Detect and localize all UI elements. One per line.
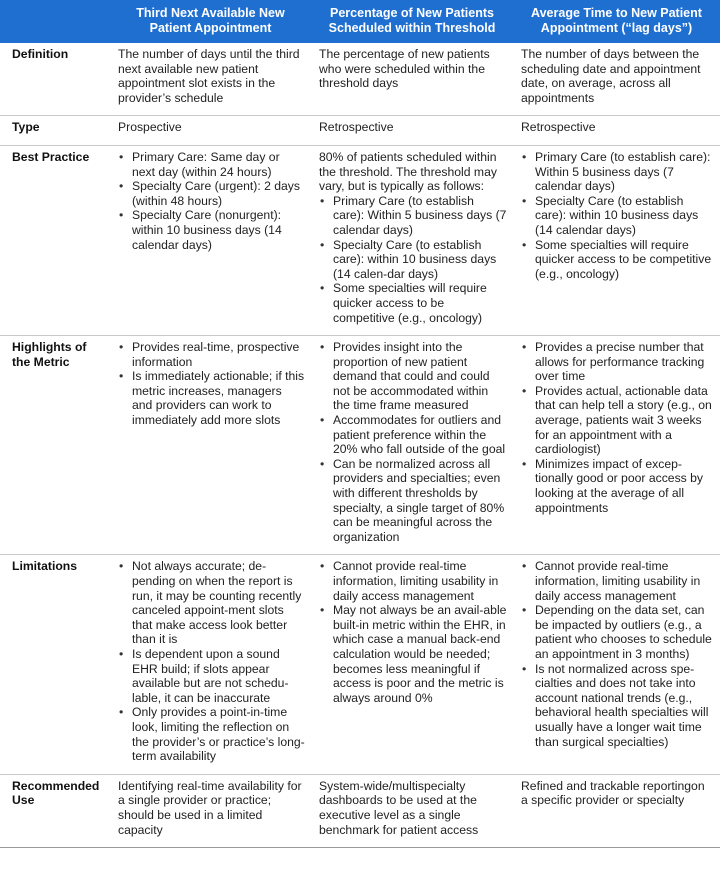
bullet-item: • Accommodates for outliers and patient preference within the 20% who fall outside of the goal — [319, 413, 507, 457]
limitations-percentage — [311, 555, 513, 774]
bullet-item: • Provides insight into the proportion of new patient demand that could and could not be accommodated within the time frame measured — [319, 340, 507, 413]
bullet-list — [319, 194, 507, 325]
table-row-recommended-use — [0, 774, 720, 847]
best-practice-third-next — [110, 145, 311, 335]
bullet-list — [118, 150, 305, 252]
bullet-item: • Provides a precise number that allows for performance tracking over time — [521, 340, 714, 384]
bullet-item: • Can be normalized across all providers and specialties; even with different thresholds by specialty, a single target of 80% can be meaningful across the organization — [319, 457, 507, 545]
bullet-item: • Not always accurate; de-pending on when the report is run, it may be counting recently canceled appoint-ment slots that make access look better than it is — [118, 559, 305, 647]
recommended-use-third-next: Identifying real-time availability for a single provider or practice; should be used in a limited capacity — [118, 778, 302, 837]
row-label-recommended-use: Recommended Use — [12, 778, 100, 808]
row-label-definition: Definition — [12, 47, 69, 61]
bullet-list — [118, 559, 305, 763]
definition-average: The number of days between the scheduling date and appointment date, on average, across all appointments — [521, 47, 701, 105]
bullet-item: • Primary Care (to establish care): Within 5 business days (7 calendar days) — [319, 194, 507, 238]
bullet-item: • Cannot provide real-time information, limiting usability in daily access management — [319, 559, 507, 603]
recommended-use-average: Refined and trackable reportingon a specific provider or specialty — [521, 778, 705, 808]
table-row-definition — [0, 42, 720, 116]
bullet-item: • Specialty Care (to establish care): within 10 business days (14 calendar days) — [521, 194, 714, 238]
row-label-limitations: Limitations — [12, 559, 78, 574]
bullet-item: • Is dependent upon a sound EHR build; if slots appear available but are not schedu-lable, it can be inaccurate — [118, 647, 305, 705]
bullet-item: • Depending on the data set, can be impacted by outliers (e.g., a patient who chooses to schedule an appointment in 3 months) — [521, 603, 714, 661]
table-row-highlights — [0, 336, 720, 555]
table-row-best-practice — [0, 145, 720, 335]
bullet-item: • Primary Care (to establish care): Within 5 business days (7 calendar days) — [521, 150, 714, 194]
bullet-item: • Primary Care: Same day or next day (within 24 hours) — [118, 150, 305, 179]
header-corner — [0, 0, 110, 42]
row-label-best-practice: Best Practice — [12, 149, 90, 164]
bullet-list — [319, 340, 507, 544]
bullet-item: • Only provides a point-in-time look, limiting the reflection on the provider’s or practice’s long-term availability — [118, 705, 305, 763]
best-practice-percentage — [311, 145, 513, 335]
bullet-item: • Cannot provide real-time information, limiting usability in daily access management — [521, 559, 714, 603]
bullet-list — [319, 559, 507, 705]
bullet-item: • Minimizes impact of excep-tionally good or poor access by looking at the average of all appointments — [521, 457, 714, 515]
definition-third-next: The number of days until the third next available new patient appointment slot exists in the provider’s schedule — [118, 47, 300, 105]
definition-percentage: The percentage of new patients who were scheduled within the threshold days — [319, 47, 490, 91]
best-practice-intro: 80% of patients scheduled within the threshold. The threshold may vary, but is typically as follows: — [319, 149, 497, 194]
bullet-item: • Provides real-time, prospective information — [118, 340, 305, 369]
bullet-list — [521, 150, 714, 281]
bullet-item: • May not always be an avail-able built-in metric within the EHR, in which case a manual back-end calculation would be needed; becomes less meaningful if access is poor and the metric is always around 0% — [319, 603, 507, 705]
highlights-average — [513, 336, 720, 555]
bullet-item: • Provides actual, actionable data that can help tell a story (e.g., on average, patients wait 3 weeks for an appointment with a cardiologist) — [521, 384, 714, 457]
bullet-item: • Specialty Care (nonurgent): within 10 business days (14 calendar days) — [118, 208, 305, 252]
table-row-type — [0, 116, 720, 146]
header-percentage-within-threshold: Percentage of New Patients Scheduled within Threshold — [311, 0, 513, 42]
limitations-average — [513, 555, 720, 774]
type-percentage: Retrospective — [319, 120, 394, 135]
bullet-item: • Is immediately actionable; if this metric increases, managers and providers can work to immediately add more slots — [118, 369, 305, 427]
table-row-limitations — [0, 555, 720, 774]
bullet-list — [521, 559, 714, 749]
bullet-list — [118, 340, 305, 428]
table-header — [0, 0, 720, 42]
row-label-highlights: Highlights of the Metric — [12, 340, 87, 369]
limitations-third-next — [110, 555, 311, 774]
header-third-next-available: Third Next Available New Patient Appointment — [110, 0, 311, 42]
highlights-percentage — [311, 336, 513, 555]
bullet-item: • Some specialties will require quicker access to be competitive (e.g., oncology) — [319, 281, 507, 325]
row-label-type: Type — [12, 120, 40, 135]
bullet-list — [521, 340, 714, 515]
best-practice-average — [513, 145, 720, 335]
bullet-item: • Specialty Care (to establish care): within 10 business days (14 calen-dar days) — [319, 238, 507, 282]
bullet-item: • Is not normalized across spe-cialties and does not take into account national trends (e.g., behavioral health specialties will usually have a longer wait time than surgical specialties) — [521, 662, 714, 750]
bullet-item: • Some specialties will require quicker access to be competitive (e.g., oncology) — [521, 238, 714, 282]
bullet-item: • Specialty Care (urgent): 2 days (within 48 hours) — [118, 179, 305, 208]
highlights-third-next — [110, 336, 311, 555]
recommended-use-percentage: System-wide/multispecialty dashboards to be used at the executive level as a single benchmark for patient access — [319, 778, 479, 837]
type-average: Retrospective — [521, 120, 596, 135]
header-average-lag-days: Average Time to New Patient Appointment (“lag days”) — [513, 0, 720, 42]
type-third-next: Prospective — [118, 120, 182, 135]
